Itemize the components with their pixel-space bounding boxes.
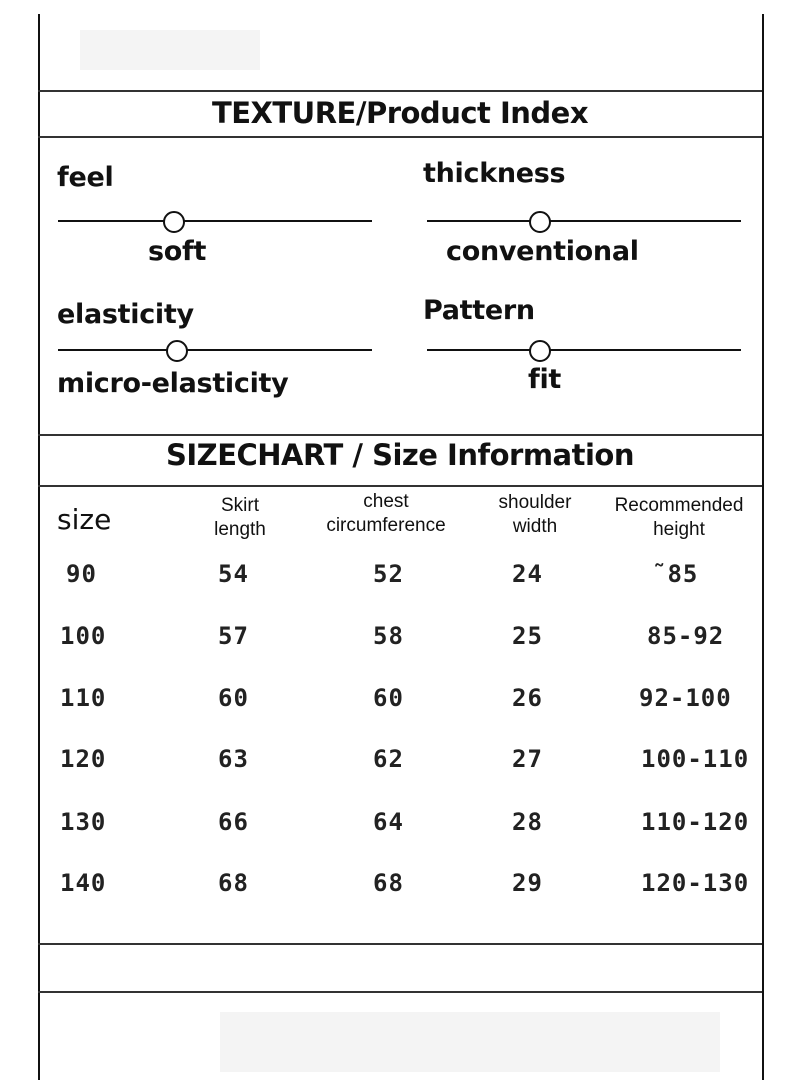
elasticity-value: micro-elasticity: [57, 368, 289, 399]
page-frame: [38, 14, 764, 1080]
header-shoulder-line1: shoulder: [498, 492, 572, 513]
table-cell-skirt: 60: [218, 684, 249, 712]
divider: [38, 90, 762, 92]
table-cell-size: 120: [60, 745, 107, 773]
feel-value: soft: [148, 236, 207, 267]
table-cell-shoulder: 26: [512, 684, 543, 712]
header-size: size: [57, 503, 112, 536]
table-cell-size: 90: [66, 560, 97, 588]
thickness-value: conventional: [446, 236, 639, 267]
table-cell-height: ˜85: [652, 560, 699, 588]
header-recommended-height: [598, 494, 760, 542]
table-cell-skirt: 66: [218, 808, 249, 836]
header-shoulder-width: [480, 491, 590, 539]
divider: [38, 485, 762, 487]
header-height-line2: height: [653, 519, 705, 540]
table-cell-skirt: 54: [218, 560, 249, 588]
table-cell-chest: 68: [373, 869, 404, 897]
header-chest-line1: chest: [363, 491, 409, 512]
table-cell-skirt: 63: [218, 745, 249, 773]
table-cell-chest: 62: [373, 745, 404, 773]
pattern-value: fit: [528, 364, 562, 395]
thickness-label: thickness: [423, 158, 566, 189]
pattern-slider-track: [427, 349, 741, 351]
table-cell-chest: 64: [373, 808, 404, 836]
divider: [38, 943, 762, 945]
pattern-slider-knob: [529, 340, 551, 362]
faded-header-block: [80, 30, 260, 70]
table-cell-skirt: 68: [218, 869, 249, 897]
table-cell-shoulder: 25: [512, 622, 543, 650]
table-cell-shoulder: 24: [512, 560, 543, 588]
header-skirt-line1: Skirt: [221, 495, 259, 516]
table-cell-size: 100: [60, 622, 107, 650]
table-cell-height: 110-120: [641, 808, 750, 836]
divider: [38, 991, 762, 993]
faded-footer-block: [220, 1012, 720, 1072]
table-cell-chest: 60: [373, 684, 404, 712]
thickness-slider-knob: [529, 211, 551, 233]
table-cell-chest: 52: [373, 560, 404, 588]
feel-slider-track: [58, 220, 372, 222]
divider: [38, 434, 762, 436]
header-chest-circumference: [308, 490, 464, 538]
feel-label: feel: [57, 162, 114, 193]
header-height-line1: Recommended: [614, 495, 744, 516]
texture-title: TEXTURE/Product Index: [211, 96, 589, 130]
table-cell-shoulder: 27: [512, 745, 543, 773]
table-cell-height: 100-110: [641, 745, 750, 773]
table-cell-height: 92-100: [639, 684, 732, 712]
table-cell-size: 130: [60, 808, 107, 836]
table-cell-skirt: 57: [218, 622, 249, 650]
sizechart-title: SIZECHART / Size Information: [165, 438, 634, 472]
table-cell-shoulder: 29: [512, 869, 543, 897]
table-cell-size: 110: [60, 684, 107, 712]
elasticity-slider-track: [58, 349, 372, 351]
header-skirt-length: [190, 494, 290, 542]
elasticity-label: elasticity: [57, 299, 194, 330]
thickness-slider-track: [427, 220, 741, 222]
header-skirt-line2: length: [214, 519, 266, 540]
header-shoulder-line2: width: [512, 516, 558, 537]
divider: [38, 136, 762, 138]
feel-slider-knob: [163, 211, 185, 233]
pattern-label: Pattern: [423, 295, 535, 326]
header-chest-line2: circumference: [326, 515, 446, 536]
table-cell-height: 120-130: [641, 869, 750, 897]
table-cell-height: 85-92: [647, 622, 725, 650]
table-cell-chest: 58: [373, 622, 404, 650]
table-cell-size: 140: [60, 869, 107, 897]
table-cell-shoulder: 28: [512, 808, 543, 836]
